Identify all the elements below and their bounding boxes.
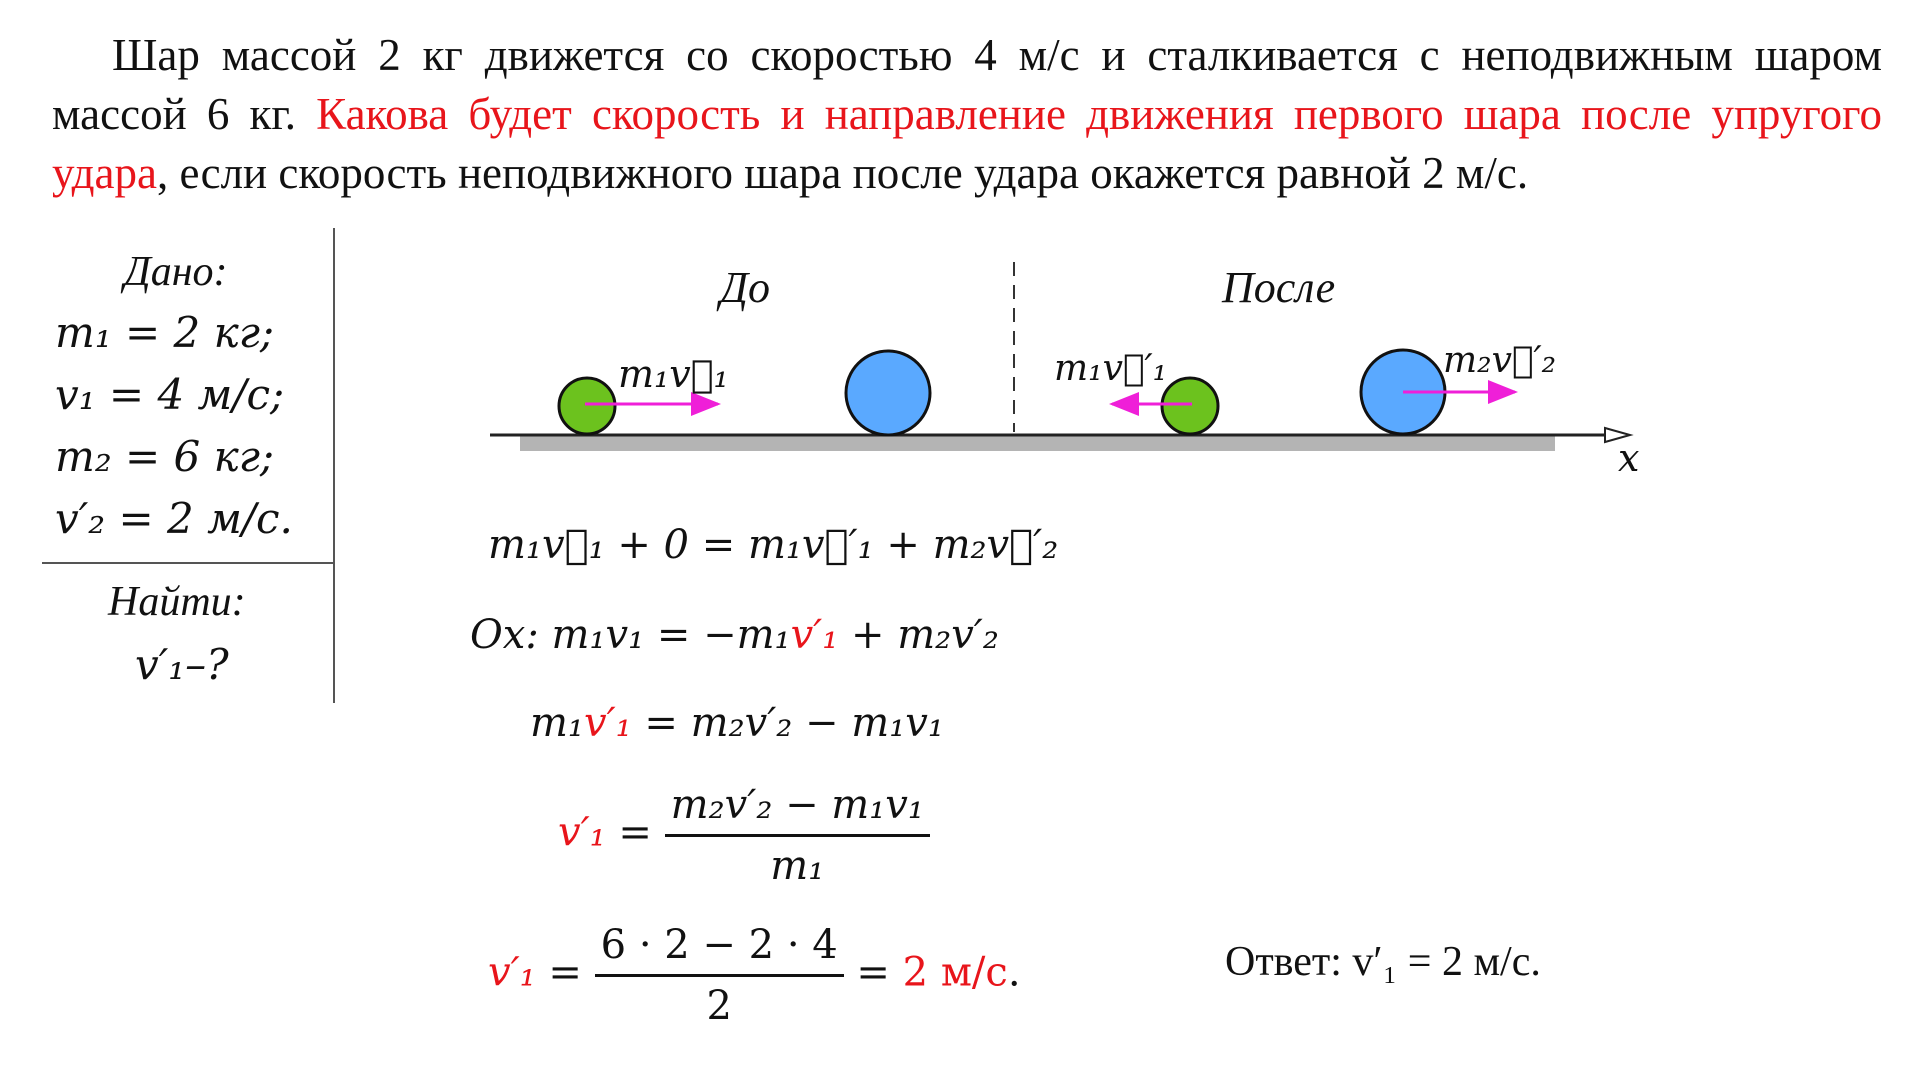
eq4-lhs: v′₁ [558,809,606,856]
problem-text-part1: Шар массой 2 кг движется со скоростью 4 м/с и сталкивается с неподвижным шаром массой 6 кг. [52,30,1882,139]
eq5-lhs: v′₁ [488,949,536,996]
vector-label-before: m₁v⃗₁ [618,352,729,396]
big-ball-before [846,351,930,435]
eq4-denominator: m₁ [770,843,825,889]
equation-solved-symbolic [558,782,930,889]
given-v1: v₁ = 4 м/с; [55,370,285,419]
vector-label-after-2: m₂v⃗′₂ [1443,340,1557,381]
small-ball-after [1162,378,1218,434]
eq5-equals-2: = [843,949,903,996]
eq5-fraction [595,922,844,1029]
eq2-unknown: v′₁ [790,612,839,658]
eq3-unknown: v′₁ [583,700,632,746]
equation-rearranged [530,700,944,746]
eq3-prefix: m₁ [530,700,584,746]
problem-text-part3: , если скорость неподвижного шара после удара окажется равной 2 м/с. [157,148,1529,198]
ground-surface [520,435,1555,451]
eq4-fraction [665,782,930,889]
vector-label-after-1: m₁v⃗′₁ [1054,348,1168,389]
eq5-equals: = [535,949,595,996]
problem-question: Какова будет скорость и направление движения первого шара после упругого удара [52,89,1882,198]
label-before: До [720,263,770,312]
label-after: После [1222,263,1336,312]
axis-label-x: x [1618,436,1640,480]
eq5-dot: . [1007,949,1021,996]
given-title: Дано: [124,249,228,295]
eq4-numerator: m₂v′₂ − m₁v₁ [665,782,930,837]
given-m2: m₂ = 6 кг; [55,432,275,481]
equation-momentum-vector: m₁v⃗₁ + 0 = m₁v⃗′₁ + m₂v⃗′₂ [488,522,1059,568]
eq2-prefix: Ox: m₁v₁ = −m₁ [470,612,791,658]
eq3-suffix: = m₂v′₂ − m₁v₁ [631,700,944,746]
eq4-equals: = [605,809,665,856]
find-value: v′₁–? [135,640,229,689]
equation-numeric [488,922,1021,1029]
small-ball-before [559,378,615,434]
eq5-numerator: 6 · 2 − 2 · 4 [595,922,844,977]
eq5-denominator: 2 [706,983,732,1029]
given-m1: m₁ = 2 кг; [55,308,275,357]
equation-projection [470,612,999,658]
eq2-suffix: + m₂v′₂ [838,612,999,658]
eq5-result: 2 м/с [902,949,1008,996]
answer: Ответ: v′₁ = 2 м/с. [1225,939,1541,985]
find-title: Найти: [108,579,246,625]
given-v2-after: v′₂ = 2 м/с. [55,494,293,543]
